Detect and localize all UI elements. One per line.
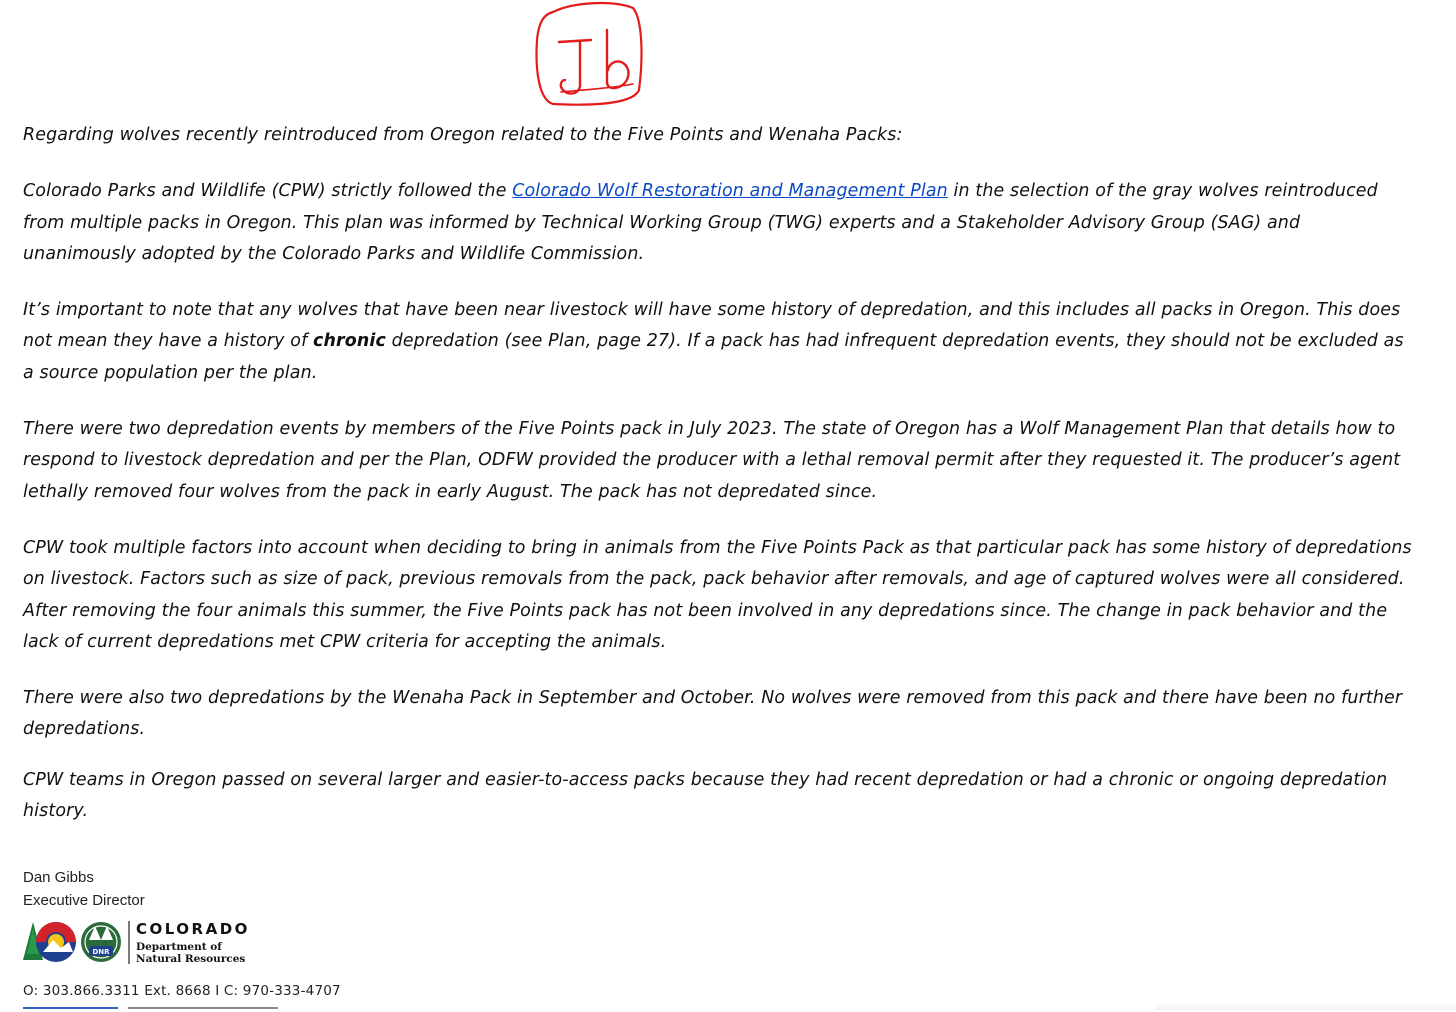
paragraph-chronic <box>23 295 1418 389</box>
paragraph-wenaha-text: There were also two depredations by the Wenaha Pack in September and October. No wolves were removed from this pack and there have been no further depredations. <box>23 688 1403 740</box>
wolf-plan-link[interactable]: Colorado Wolf Restoration and Management Plan <box>512 181 948 202</box>
logo-department-line: Department of <box>136 941 222 953</box>
signature-title: Executive Director <box>23 892 145 909</box>
paragraph-five-points-text: There were two depredation events by members of the Five Points pack in July 2023. The state of Oregon has a Wolf Management Plan that details how to respond to livestock depredation and per the Plan, ODFW provided the producer with a lethal removal permit after they requested it. The producer’s agent lethally removed four wolves from the pack in early August. The pack has not depredated since. <box>23 419 1401 502</box>
dnr-badge-text: DNR <box>92 948 110 956</box>
paragraph-factors <box>23 533 1418 658</box>
chronic-bold-text: chronic <box>313 331 386 352</box>
colorado-dnr-logo <box>23 918 263 966</box>
paragraph-teams <box>23 765 1418 828</box>
contact-phones: O: 303.866.3311 Ext. 8668 I C: 970-333-4707 <box>23 983 341 999</box>
handwritten-initials-annotation <box>533 0 647 110</box>
letter-body <box>23 120 1418 852</box>
signature-name: Dan Gibbs <box>23 869 94 886</box>
paragraph-five-points <box>23 414 1418 508</box>
logo-natural-resources-line: Natural Resources <box>136 953 246 965</box>
paragraph-intro-text: Regarding wolves recently reintroduced from Oregon related to the Five Points and Wenaha Packs: <box>23 125 903 145</box>
window-shadow <box>1156 1002 1456 1010</box>
paragraph-chronic-text-start: It’s important to note that any wolves that have been near livestock will have some history of depredation, and this includes all packs in Oregon. This does not mean they have a history of <box>23 300 1401 352</box>
paragraph-factors-text: CPW took multiple factors into account when deciding to bring in animals from the Five Points Pack as that particular pack has some history of depredations on livestock. Factors such as size of pack, previous removals from the pack, pack behavior after removals, and age of captured wolves were all considered. After removing the four animals this summer, the Five Points pack has not been involved in any depredations since. The change in pack behavior and the lack of current depredations met CPW criteria for accepting the animals. <box>23 537 1412 652</box>
dnr-seal-icon <box>81 922 121 962</box>
signature-block <box>23 866 145 912</box>
paragraph-plan <box>23 176 1418 270</box>
colorado-flag-tree-icon <box>23 922 76 962</box>
paragraph-intro <box>23 120 1418 151</box>
paragraph-teams-text: CPW teams in Oregon passed on several larger and easier-to-access packs because they had recent depredation or had a chronic or ongoing depredation history. <box>23 769 1388 822</box>
paragraph-plan-text-start: Colorado Parks and Wildlife (CPW) strictly followed the <box>23 181 513 202</box>
email-link-cutoff[interactable] <box>23 1004 283 1012</box>
paragraph-chronic-text-end: depredation (see Plan, page 27). If a pack has had infrequent depredation events, they should not be excluded as a source population per the plan. <box>23 331 1404 383</box>
logo-colorado-word: COLORADO <box>136 920 250 938</box>
paragraph-plan-text-end: in the selection of the gray wolves reintroduced from multiple packs in Oregon. This plan was informed by Technical Working Group (TWG) experts and a Stakeholder Advisory Group (SAG) and unanimously adopted by the Colorado Parks and Wildlife Commission. <box>23 181 1378 264</box>
paragraph-wenaha <box>23 683 1418 746</box>
